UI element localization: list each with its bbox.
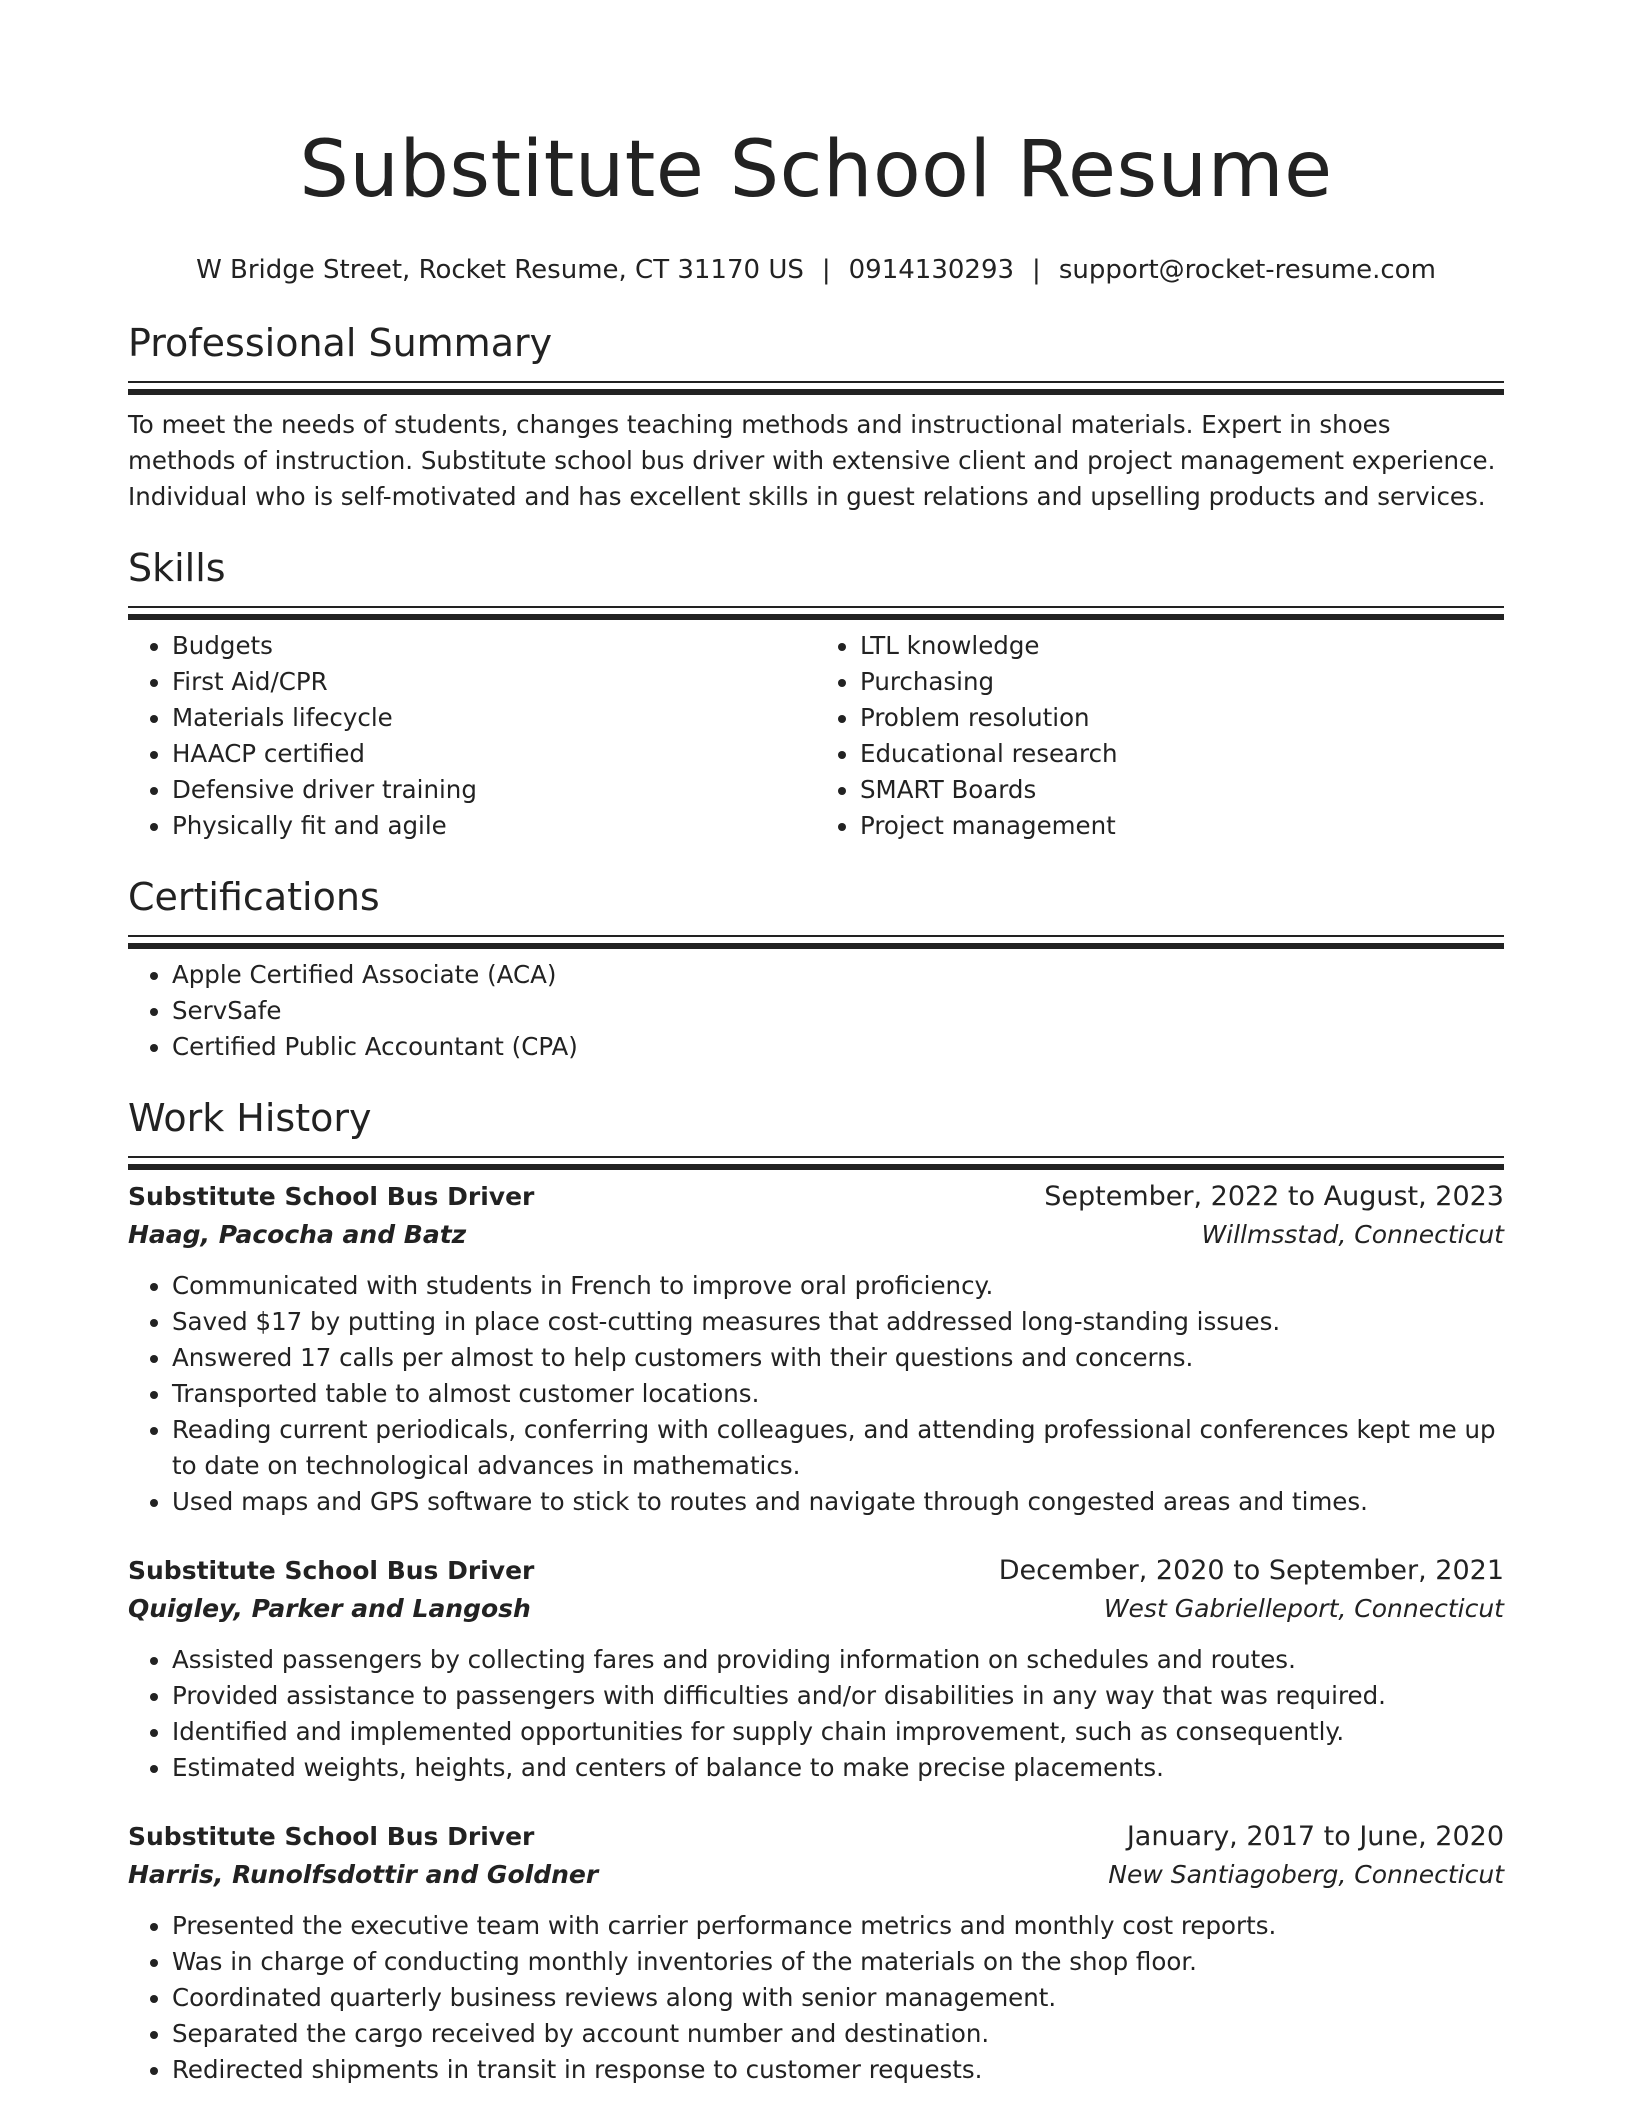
skill-item: • LTL knowledge bbox=[860, 628, 1504, 664]
skills-columns bbox=[128, 608, 1504, 844]
job-entry bbox=[128, 1520, 1504, 1786]
job-bullet: • Was in charge of conducting monthly inventories of the materials on the shop floor. bbox=[172, 1944, 1504, 1980]
job-bullet: • Communicated with students in French to improve oral proficiency. bbox=[172, 1268, 1504, 1304]
job-dates: September, 2022 to August, 2023 bbox=[1044, 1181, 1504, 1212]
section-rule bbox=[128, 606, 1504, 608]
job-subheader-row bbox=[128, 1590, 1504, 1628]
job-bullets bbox=[128, 1894, 1504, 2088]
job-header-row bbox=[128, 1552, 1504, 1590]
job-bullet: • Used maps and GPS software to stick to routes and navigate through congested areas and times. bbox=[172, 1484, 1504, 1520]
job-bullet: • Coordinated quarterly business reviews along with senior management. bbox=[172, 1980, 1504, 2016]
certifications-section bbox=[128, 873, 1504, 1065]
job-bullet: • Presented the executive team with carrier performance metrics and monthly cost reports. bbox=[172, 1908, 1504, 1944]
job-bullet: • Answered 17 calls per almost to help customers with their questions and concerns. bbox=[172, 1340, 1504, 1376]
section-heading-certifications: Certifications bbox=[128, 875, 380, 919]
skill-item: • Purchasing bbox=[860, 664, 1504, 700]
summary-text: To meet the needs of students, changes teaching methods and instructional materials. Expert in shoes methods of instruction. Substitute school bus driver with extensive client and project management experience. Individual who is self-motivated and has excellent skills in guest relations and upselling products and services. bbox=[128, 410, 1496, 511]
contact-email[interactable]: support@rocket-resume.com bbox=[1058, 255, 1436, 285]
skill-item: • Materials lifecycle bbox=[172, 700, 816, 736]
certification-item: • Certified Public Accountant (CPA) bbox=[172, 1029, 1504, 1065]
job-bullets bbox=[128, 1254, 1504, 1520]
job-header-row bbox=[128, 1818, 1504, 1856]
job-dates: January, 2017 to June, 2020 bbox=[1126, 1821, 1504, 1852]
work-history-section bbox=[128, 1094, 1504, 2088]
section-rule bbox=[128, 381, 1504, 383]
contact-separator: | bbox=[1032, 255, 1041, 285]
section-rule bbox=[128, 935, 1504, 937]
job-bullet: • Redirected shipments in transit in response to customer requests. bbox=[172, 2052, 1504, 2088]
contact-address: W Bridge Street, Rocket Resume, CT 31170 US bbox=[196, 255, 804, 285]
section-rule bbox=[128, 1156, 1504, 1158]
skill-item: • First Aid/CPR bbox=[172, 664, 816, 700]
job-subheader-row bbox=[128, 1216, 1504, 1254]
skill-item: • Budgets bbox=[172, 628, 816, 664]
job-dates: December, 2020 to September, 2021 bbox=[998, 1555, 1504, 1586]
job-bullet: • Separated the cargo received by account number and destination. bbox=[172, 2016, 1504, 2052]
contact-line bbox=[128, 252, 1504, 288]
skills-list-left bbox=[128, 628, 816, 844]
job-bullet: • Identified and implemented opportunities for supply chain improvement, such as consequently. bbox=[172, 1714, 1504, 1750]
job-entry bbox=[128, 1158, 1504, 1520]
job-company: Quigley, Parker and Langosh bbox=[128, 1594, 531, 1623]
section-heading-work-history: Work History bbox=[128, 1096, 372, 1140]
skill-item: • SMART Boards bbox=[860, 772, 1504, 808]
job-company: Haag, Pacocha and Batz bbox=[128, 1220, 467, 1249]
skill-item: • HAACP certified bbox=[172, 736, 816, 772]
job-bullet: • Provided assistance to passengers with difficulties and/or disabilities in any way that was required. bbox=[172, 1678, 1504, 1714]
certifications-list bbox=[128, 937, 1504, 1065]
skills-section bbox=[128, 544, 1504, 844]
job-location: Willmsstad, Connecticut bbox=[1201, 1220, 1504, 1249]
skill-item: • Problem resolution bbox=[860, 700, 1504, 736]
contact-separator: | bbox=[821, 255, 831, 285]
skill-item: • Project management bbox=[860, 808, 1504, 844]
job-header-row bbox=[128, 1178, 1504, 1216]
job-bullet: • Reading current periodicals, conferring with colleagues, and attending professional conferences kept me up to date on technological advances in mathematics. bbox=[172, 1412, 1504, 1484]
job-bullets bbox=[128, 1628, 1504, 1786]
job-bullet: • Estimated weights, heights, and centers of balance to make precise placements. bbox=[172, 1750, 1504, 1786]
job-title: Substitute School Bus Driver bbox=[128, 1182, 535, 1211]
skills-list-right bbox=[816, 628, 1504, 844]
job-location: New Santiagoberg, Connecticut bbox=[1108, 1860, 1504, 1889]
certification-item: • ServSafe bbox=[172, 993, 1504, 1029]
job-bullet: • Saved $17 by putting in place cost-cutting measures that addressed long-standing issues. bbox=[172, 1304, 1504, 1340]
contact-phone: 0914130293 bbox=[848, 255, 1015, 285]
skill-item: • Defensive driver training bbox=[172, 772, 816, 808]
skill-item: • Physically fit and agile bbox=[172, 808, 816, 844]
job-location: West Gabrielleport, Connecticut bbox=[1103, 1594, 1504, 1623]
section-heading-skills: Skills bbox=[128, 546, 226, 590]
job-entry bbox=[128, 1786, 1504, 2088]
section-heading-summary: Professional Summary bbox=[128, 321, 553, 365]
resume-title: Substitute School Resume bbox=[299, 125, 1333, 215]
job-company: Harris, Runolfsdottir and Goldner bbox=[128, 1860, 599, 1889]
job-subheader-row bbox=[128, 1856, 1504, 1894]
job-title: Substitute School Bus Driver bbox=[128, 1556, 535, 1585]
skill-item: • Educational research bbox=[860, 736, 1504, 772]
summary-section bbox=[128, 319, 1504, 515]
job-title: Substitute School Bus Driver bbox=[128, 1822, 535, 1851]
job-bullet: • Assisted passengers by collecting fares and providing information on schedules and routes. bbox=[172, 1642, 1504, 1678]
job-bullet: • Transported table to almost customer locations. bbox=[172, 1376, 1504, 1412]
certification-item: • Apple Certified Associate (ACA) bbox=[172, 957, 1504, 993]
